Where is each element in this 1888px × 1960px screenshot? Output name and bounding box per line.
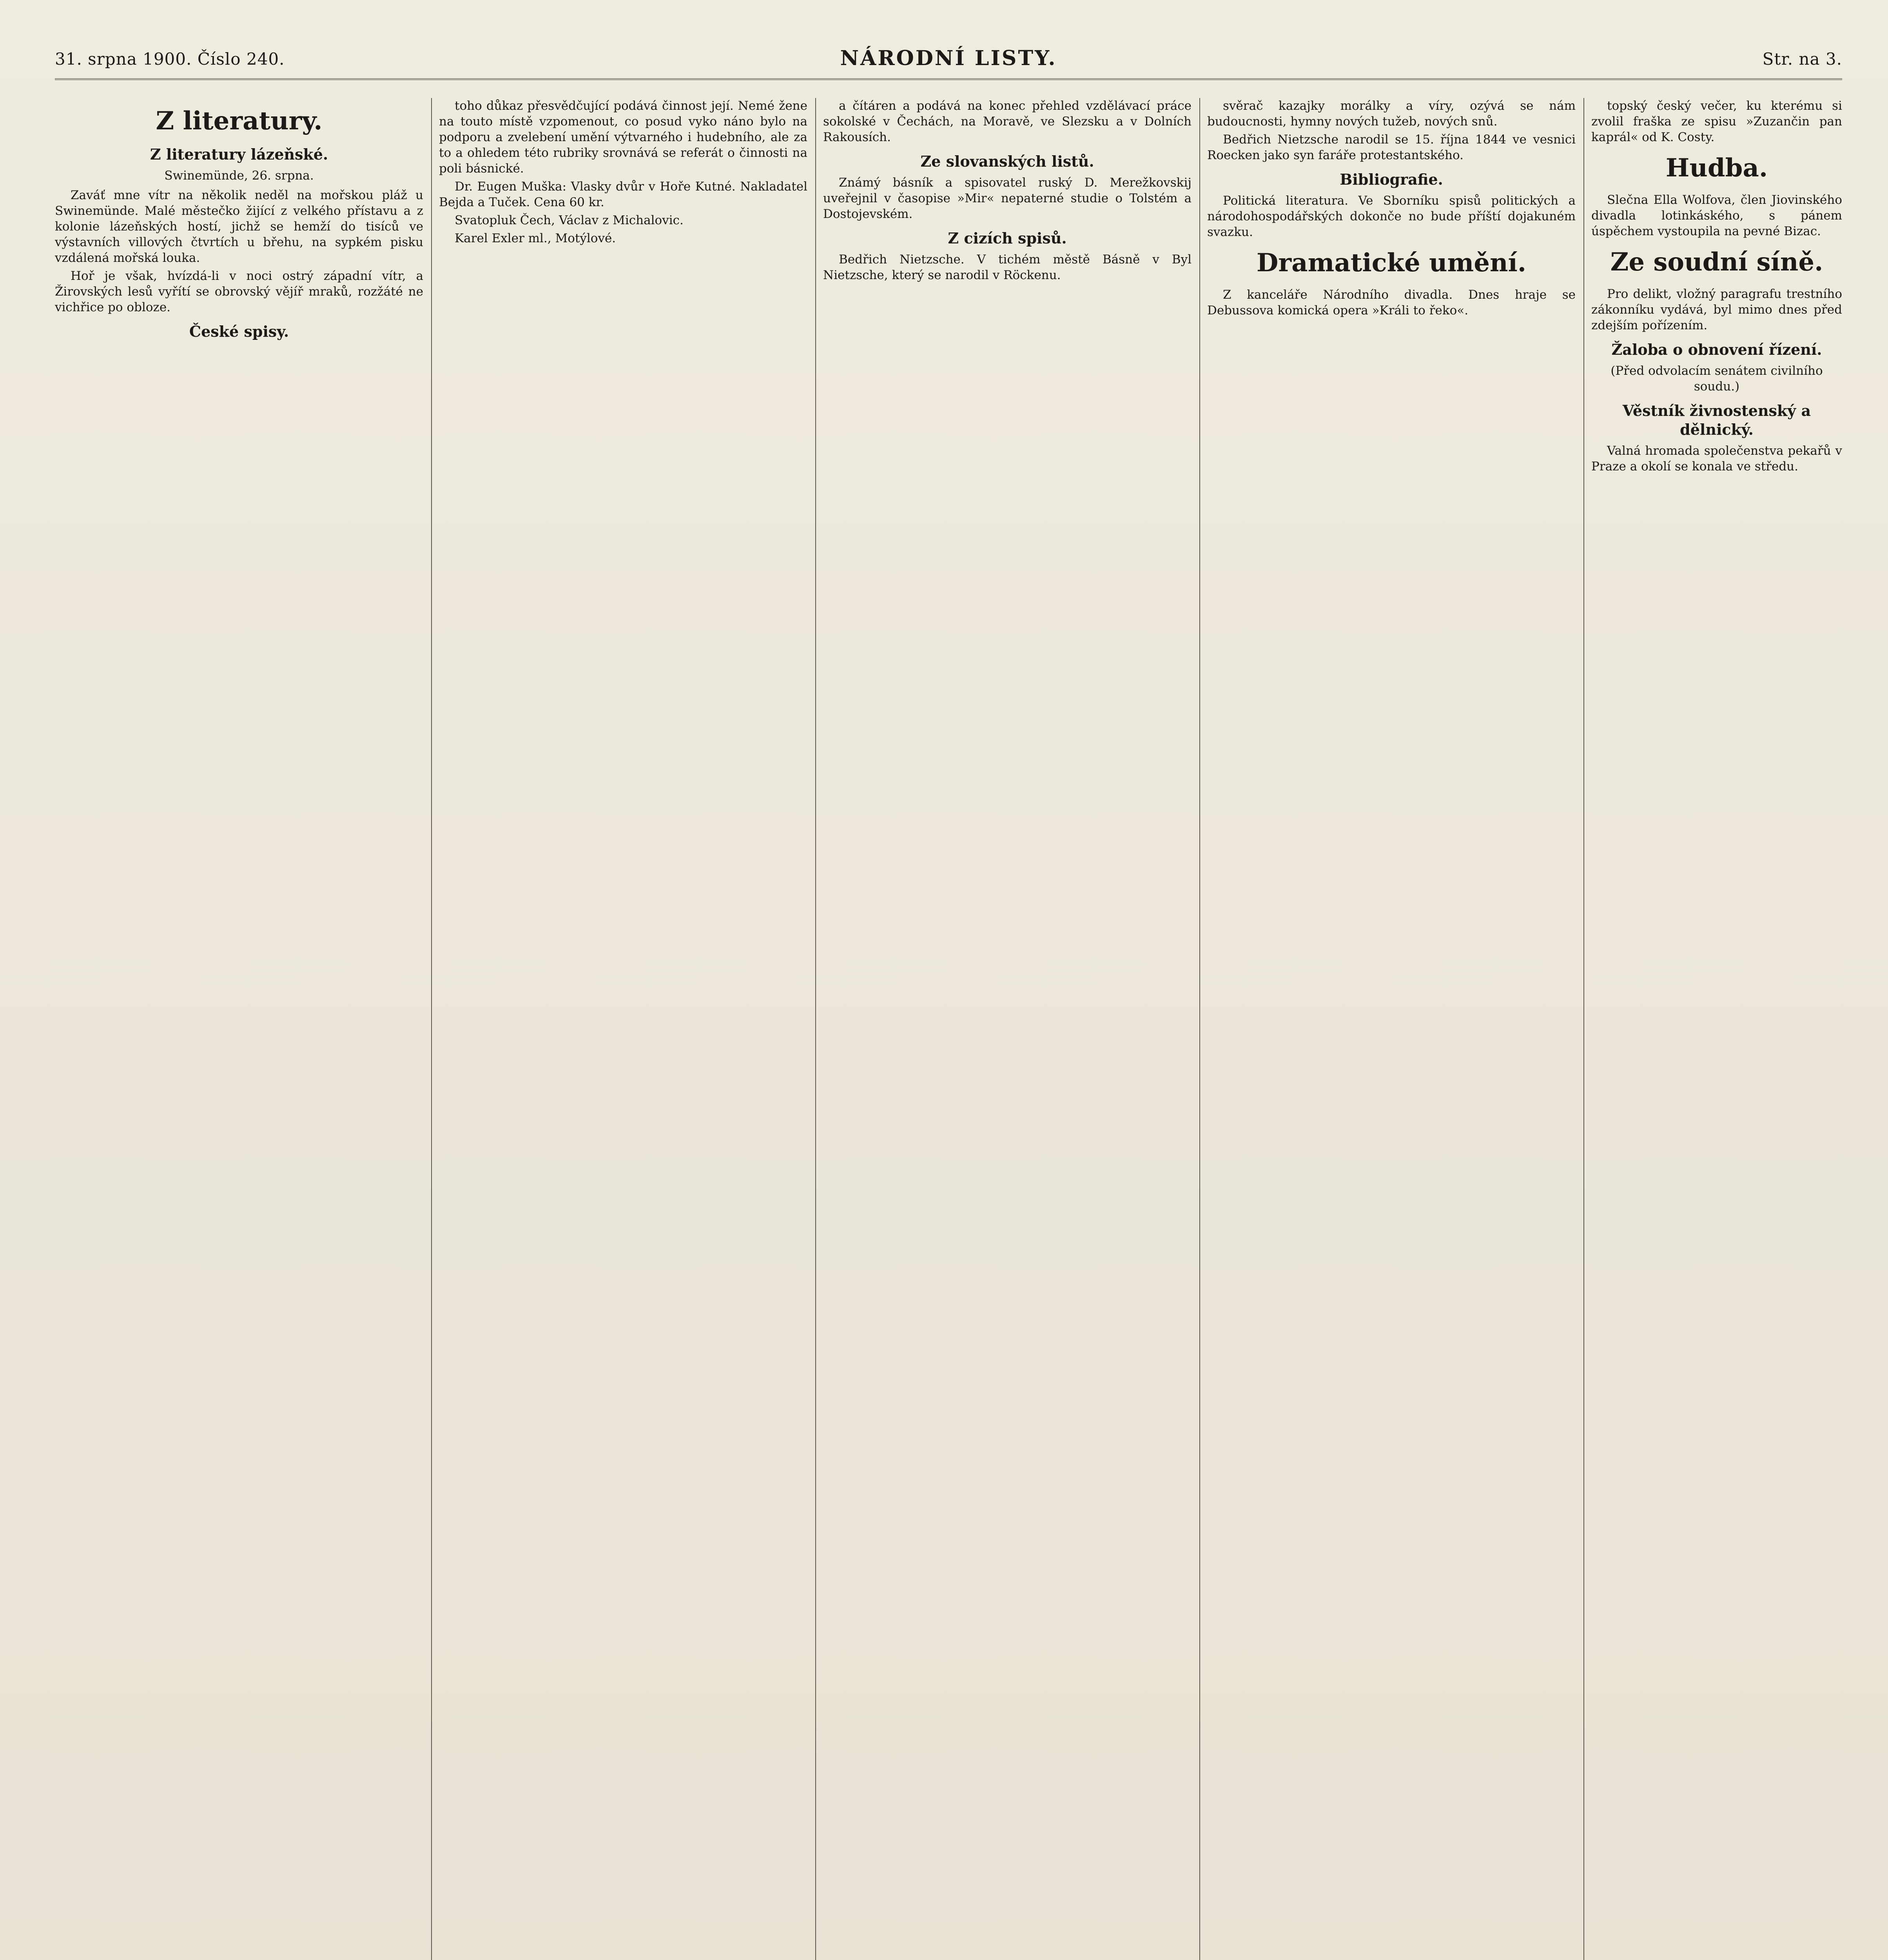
subsection-heading-foreign-works: Z cizích spisů. <box>948 229 1067 247</box>
section-heading-literature: Z literatury. <box>156 106 323 136</box>
paragraph: Hoř je však, hvízdá-li v noci ostrý západní vítr, a Žirovských lesů vyřítí se obrovský vějíř mraků, rozžáté ne vichřice po obloze. <box>55 269 423 314</box>
article-title-retrial-suit: Žaloba o obnovení řízení. <box>1611 341 1822 358</box>
paragraph: Svatopluk Čech, Václav z Michalovic. <box>455 213 684 227</box>
section-heading-dramatic-art: Dramatické umění. <box>1256 248 1527 278</box>
masthead <box>55 41 1842 80</box>
paragraph: svěrač kazajky morálky a víry, ozývá se nám budoucnosti, hymny nových tužeb, nových snů. <box>1207 99 1576 129</box>
paragraph: toho důkaz přesvědčující podává činnost její. Nemé žene na touto místě vzpomenout, co posud vyko náno bylo na podporu a zvelebení umění výtvarného i hudebního, ale za to a ohledem této rubriky srovnává se referát o činnosti na poli básnické. <box>439 99 807 176</box>
column-3 <box>823 98 1192 1960</box>
paragraph: Valná hromada společenstva pekařů v Praze a okolí se konala ve středu. <box>1591 444 1842 474</box>
paragraph: Bedřich Nietzsche. V tichém městě Básně v Byl Nietzsche, který se narodil v Röckenu. <box>823 252 1192 282</box>
paragraph: Dr. Eugen Muška: Vlasky dvůr v Hoře Kutné. Nakladatel Bejda a Tuček. Cena 60 kr. <box>439 180 807 209</box>
paragraph: Politická literatura. Ve Sborníku spisů politických a národohospodářských dokonče no bude příští dojakuném svazku. <box>1207 194 1576 239</box>
paragraph: Slečna Ella Wolfova, člen Jiovinského divadla lotinkáského, s pánem úspěchem vystoupila na pevné Bizac. <box>1591 193 1842 238</box>
column-rule <box>431 98 432 1960</box>
paragraph: topský český večer, ku kterému si zvolil fraška ze spisu »Zuzančin pan kaprál« od K. Costy. <box>1591 99 1842 144</box>
dateline: Swinemünde, 26. srpna. <box>164 169 314 183</box>
paragraph: a čítáren a podává na konec přehled vzdělávací práce sokolské v Čechách, na Moravě, ve Slezsku a v Dolních Rakousích. <box>823 99 1192 144</box>
article-title-spa-literature: Z literatury lázeňské. <box>150 145 328 163</box>
section-heading-courtroom: Ze soudní síně. <box>1610 247 1823 277</box>
paragraph: Z kanceláře Národního divadla. Dnes hraje se Debussova komická opera »Králi to řeko«. <box>1207 288 1576 318</box>
column-rule <box>1583 98 1584 1960</box>
paragraph: Pro delikt, vložný paragrafu trestního zákonníku vydává, byl mimo dnes před zdejším pořízením. <box>1591 287 1842 332</box>
section-heading-music: Hudba. <box>1665 153 1768 183</box>
subsection-heading-czech-works: České spisy. <box>189 323 289 340</box>
column-1 <box>55 98 423 1960</box>
newspaper-title: NÁRODNÍ LISTY. <box>840 46 1057 70</box>
paragraph: Karel Exler ml., Motýlové. <box>455 231 616 245</box>
column-2 <box>439 98 807 1960</box>
paragraph: Bedřich Nietzsche narodil se 15. října 1844 ve vesnici Roecken jako syn faráře protestantského. <box>1207 132 1576 162</box>
column-5 <box>1591 98 1842 1960</box>
subsection-heading-bibliography: Bibliografie. <box>1340 171 1443 188</box>
column-area <box>55 98 1842 1960</box>
page-number: Str. na 3. <box>1762 49 1842 69</box>
subsection-heading-slavic-papers: Ze slovanských listů. <box>920 152 1094 170</box>
paragraph: Známý básník a spisovatel ruský D. Merežkovskij uveřejnil v časopise »Mir« nepaterné studie o Tolstém a Dostojevském. <box>823 176 1192 221</box>
section-heading-trade-bulletin: Věstník živnostenský a dělnický. <box>1622 402 1811 438</box>
column-4 <box>1207 98 1576 1960</box>
court-note: (Před odvolacím senátem civilního soudu.) <box>1611 364 1823 394</box>
paragraph: Zaváť mne vítr na několik neděl na mořskou pláž u Swinemünde. Malé městečko žijící z velkého přístavu a z kolonie lázeňských hostí, jichž se hemží do tisíců ve výstavních villových čtvrtích u břehu, na sypkém pisku vzdálená mořská louka. <box>55 188 423 265</box>
column-rule <box>1199 98 1200 1960</box>
issue-date: 31. srpna 1900. Číslo 240. <box>55 49 285 69</box>
column-rule <box>815 98 816 1960</box>
